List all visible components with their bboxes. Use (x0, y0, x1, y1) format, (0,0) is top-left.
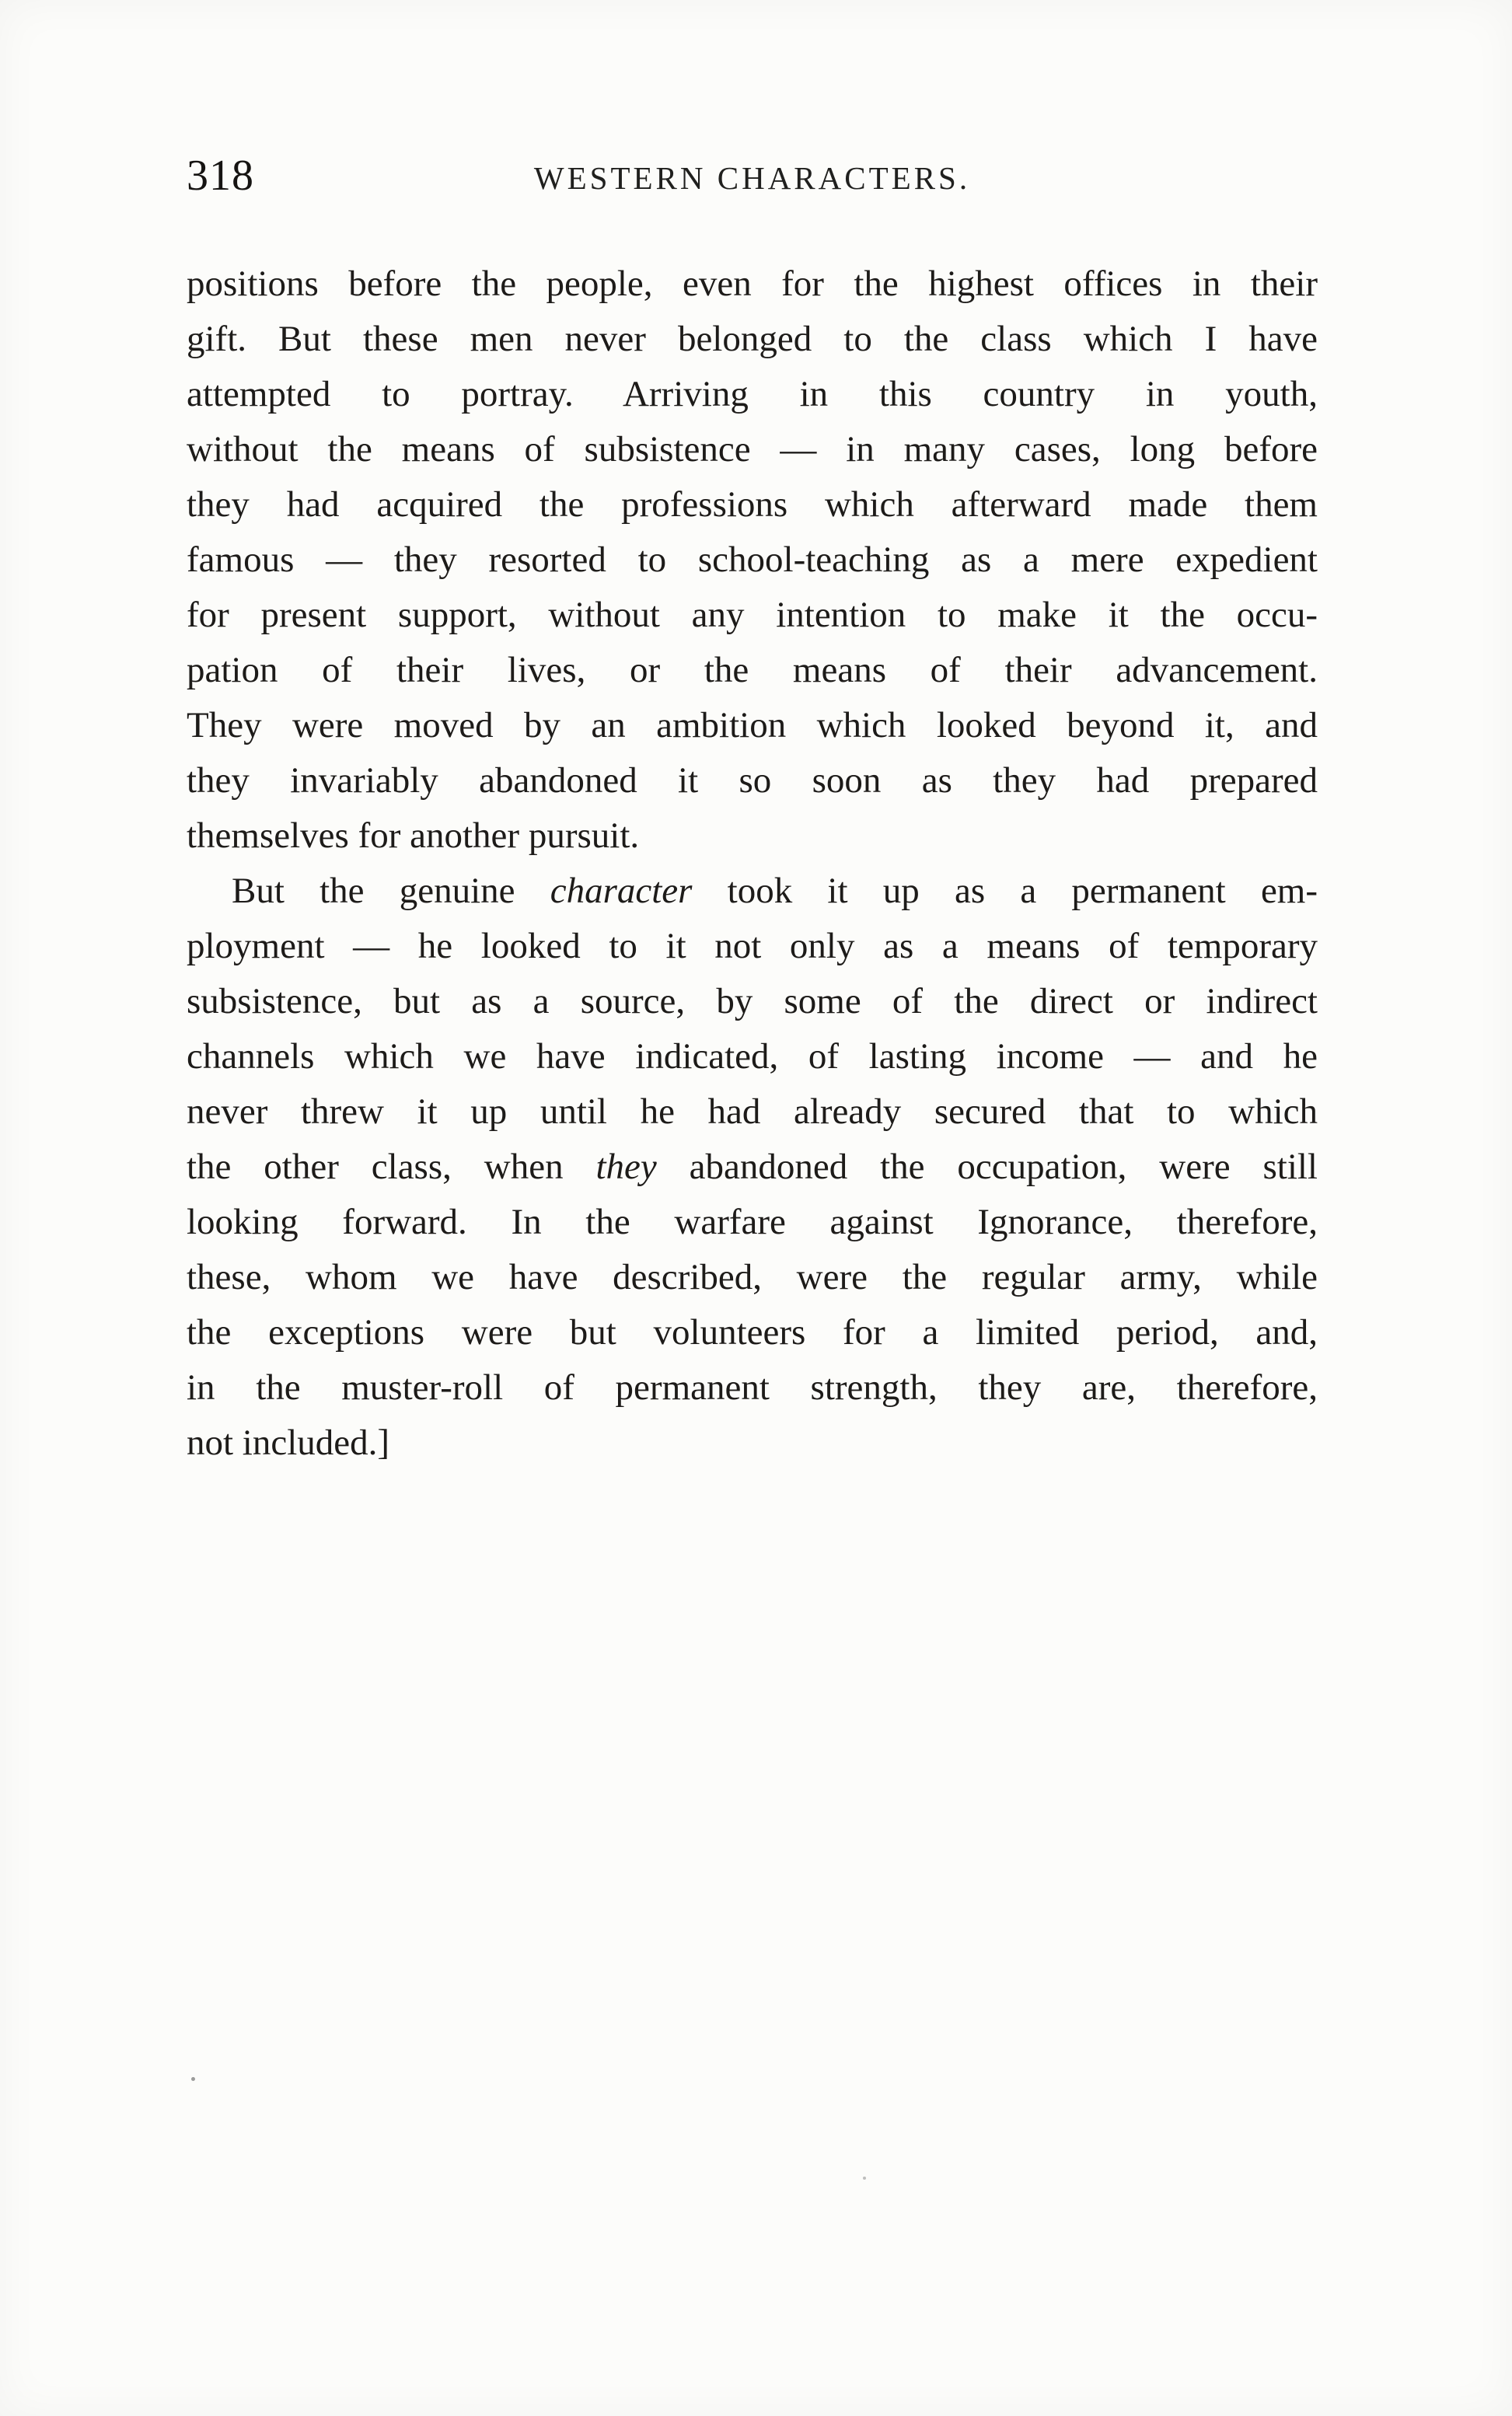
page-number: 318 (187, 152, 254, 200)
text-line (187, 1195, 1318, 1250)
paragraph (187, 864, 1318, 1471)
scan-speck (863, 2177, 866, 2180)
text-segment: without the means of subsistence — in many cases, long before (187, 429, 1318, 470)
text-line (187, 422, 1318, 477)
text-line (187, 1305, 1318, 1360)
paragraph (187, 257, 1318, 864)
text-segment: channels which we have indicated, of lasting income — and he (187, 1036, 1318, 1077)
text-segment: gift. But these men never belonged to the class which I have (187, 319, 1318, 359)
text-segment: abandoned the occupation, were still (656, 1147, 1318, 1187)
text-line (187, 1029, 1318, 1084)
text-segment: attempted to portray. Arriving in this country in youth, (187, 374, 1318, 414)
text-line (187, 1250, 1318, 1305)
text-line (187, 753, 1318, 808)
text-segment: They were moved by an ambition which looked beyond it, and (187, 705, 1318, 745)
text-segment: ployment — he looked to it not only as a means of temporary (187, 926, 1318, 966)
text-segment: pation of their lives, or the means of their advancement. (187, 650, 1318, 690)
text-line (187, 367, 1318, 422)
text-segment: positions before the people, even for the highest offices in their (187, 264, 1318, 304)
text-segment: for present support, without any intention to make it the occu- (187, 595, 1318, 635)
text-segment: But the genuine (232, 871, 550, 911)
text-line (187, 588, 1318, 643)
text-segment: these, whom we have described, were the regular army, while (187, 1257, 1318, 1297)
text-segment: famous — they resorted to school-teaching as a mere expedient (187, 539, 1318, 580)
text-line (187, 808, 1318, 864)
text-line (187, 919, 1318, 974)
text-line (187, 257, 1318, 312)
text-segment: took it up as a permanent em- (692, 871, 1318, 911)
running-header: WESTERN CHARACTERS. (533, 160, 971, 196)
text-segment: the exceptions were but volunteers for a limited period, and, (187, 1312, 1318, 1353)
page-body (187, 257, 1318, 1471)
text-line (187, 1084, 1318, 1140)
text-line (187, 1416, 1318, 1471)
text-line (187, 974, 1318, 1029)
text-segment: the other class, when (187, 1147, 596, 1187)
text-segment: in the muster-roll of permanent strength, they are, therefore, (187, 1367, 1318, 1408)
text-segment: subsistence, but as a source, by some of the direct or indirect (187, 981, 1318, 1021)
text-segment: themselves for another pursuit. (187, 815, 640, 856)
text-line (187, 1140, 1318, 1195)
text-line (187, 698, 1318, 753)
scan-speck (191, 2077, 195, 2081)
text-line (187, 643, 1318, 698)
text-line (187, 312, 1318, 367)
text-segment: looking forward. In the warfare against Ignorance, therefore, (187, 1202, 1318, 1242)
italic-text: they (595, 1147, 657, 1187)
page-header (187, 152, 1318, 207)
text-segment: not included.] (187, 1423, 390, 1463)
text-line (187, 532, 1318, 588)
text-line (187, 477, 1318, 532)
text-segment: they had acquired the professions which afterward made them (187, 484, 1318, 525)
text-line (187, 864, 1318, 919)
text-segment: they invariably abandoned it so soon as they had prepared (187, 760, 1318, 801)
text-line (187, 1360, 1318, 1416)
text-segment: never threw it up until he had already secured that to which (187, 1091, 1318, 1132)
italic-text: character (550, 871, 693, 911)
